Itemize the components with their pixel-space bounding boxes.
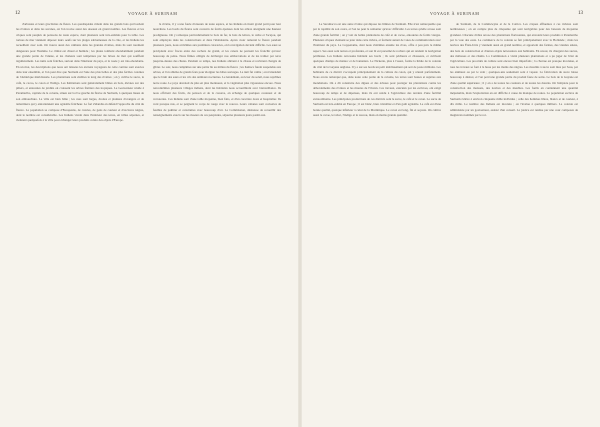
body-text: Le Saramacca est une autre rivière qui dépose les limites de Surinam. Elle n'est remarquable que par la rapidité de son cours, et l'on ne peut la remonter qu'avec difficulté. Les terres qu'elle arrose sont d'une grande fertilité ; on y voit de belles plantations de café et de cacao, entourées de forêts vierges. Plusieurs criques viennent se jeter dans cette rivière, et forment autant de voies de communication avec l'intérieur du pays. Le Coppename, dont nous visitâmes ensuite les rives, offre à peu près le même aspect. Ses eaux sont noires et profondes, et son lit est parsemé de rochers qui en rendent la navigation périlleuse. Les Indiens Arrowaks habitent ses bords ; ils sont pêcheurs et chasseurs, et cultivent quelques champs de manioc et de bananiers. Le Nickerie, plus à l'ouest, forme la limite de la colonie du côté de la Guyane anglaise. Il y a sur ses bords un petit établissement qui sert de poste militaire. Les habitants de ce district s'occupent principalement de la culture du coton, qui y réussit parfaitement. Nous avons remarqué que, dans toute cette partie de la colonie, les terres sont basses et sujettes aux inondations. On a dû construire des digues et des écluses pour protéger les plantations contre les débordements des rivières et les marées de l'Océan. Ces travaux, exécutés par les esclaves, ont exigé beaucoup de temps et de dépenses, mais ils ont rendu à l'agriculture des terrains d'une fertilité extraordinaire. Les principales productions de ces districts sont le sucre, le café et le coton. Le sucre de Surinam est très-estimé en Europe ; il est blanc, bien cristallisé et d'un goût agréable. Le café est d'une bonne qualité, quoique inférieur à celui de la Martinique. Le coton est long, fin et soyeux. On cultive aussi le cacao, le tabac, l'indigo et le roucou, mais en moins grande quantité.: [313, 22, 441, 117]
running-head: VOYAGE À SURINAM: [128, 11, 178, 16]
body-text: d'arbustes et leurs gracilaires de fleurs. Les quadrupèdes rôdent dans les grands bois qui bordent les rivières et dans les savanes, où l'on trouve aussi des oiseaux en grand nombre. Les fleuves et les criques sont peuplés de poissons de toute espèce, dont plusieurs sont très-estimés pour la table. Les tortues de mer viennent déposer leurs oeufs sur les plages sablonneuses de la côte, et les Indiens les recueillent avec soin. On trouve aussi des caïmans dans les grandes rivières, mais ils sont rarement dangereux pour l'homme. Le climat est chaud et humide ; les pluies tombent abondamment pendant une grande partie de l'année, et les chaleurs sont tempérées par les brises de mer qui soufflent régulièrement. Les nuits sont fraîches, surtout dans l'intérieur du pays, et la rosée y est très-abondante. En un mot, les descriptions que nous ont laissées les anciens voyageurs de cette contrée sont exactes dans leur ensemble, et l'on peut dire que Surinam est l'une des plus belles et des plus fertiles colonies de l'Amérique méridionale. Les plantations sont établies le long des rivières ; on y cultive le sucre, le café, le cacao, le coton et l'indigo. Les habitations sont généralement bâties en bois, élevées sur des piliers, et entourées de jardins où croissent les arbres fruitiers des tropiques. Le Gouverneur réside à Paramaribo, capitale de la colonie, située sur la rive gauche du fleuve de Surinam, à quelques lieues de son embouchure. La ville est bien bâtie ; les rues sont larges, droites et plantées d'orangers et de tamariniers qui y entretiennent une agréable fraîcheur. Le fort Zélandia en défend l'approche du côté du fleuve. La population se compose d'Européens, de créoles, de gens de couleur et d'esclaves nègres, dont le nombre est considérable. Les Indiens vivent dans l'intérieur des terres, en tribus séparées, et viennent quelquefois à la ville pour échanger leurs produits contre des objets d'Europe.: [16, 22, 144, 123]
body-text: de Surinam, de la Commewyne et de la Cottica. Les criques affluentes à ces rivières sont nombreuses ; on en compte plus de cinquante qui sont navigables pour des bateaux de moyenne grandeur. Chacune d'elles arrose des plantations florissantes, qui envoient leurs produits à Paramaribo par la voie des eaux. Le commerce de la colonie se fait principalement avec la Hollande ; mais les navires des États-Unis y viennent aussi en grand nombre, et apportent des farines, des viandes salées, des bois de construction et d'autres objets nécessaires aux habitants. En retour, ils chargent des sucres, des mélasses et des rhums. La Commission a visité plusieurs plantations et a pu juger de l'état de l'agriculture. Les procédés de culture sont encore bien imparfaits ; la charrue est presque inconnue, et tous les travaux se font à la houe par les mains des nègres. Les moulins à sucre sont mus par l'eau, par les animaux ou par le vent ; quelques-uns seulement sont à vapeur. La fabrication du sucre laisse beaucoup à désirer, et l'on perd une grande partie du produit faute de soins. Le bois de la Guyane est d'une qualité supérieure ; il y en a de toutes les couleurs et de toutes les duretés. On l'emploie pour la construction des maisons, des navires et des meubles. Les forêts en contiennent une quantité inépuisable, mais l'exploitation en est difficile à cause du manque de routes. La population esclave de Surinam s'élève à environ cinquante mille individus ; celle des hommes libres, blancs et de couleur, à dix mille. Le nombre des Indiens est inconnu ; on l'évalue à quelques milliers. La colonie est administrée par un gouverneur, assisté d'un conseil. La justice est rendue par une cour composée de magistrats nommés par le roi.: [450, 22, 578, 117]
text-column-left: [16, 22, 144, 420]
page-number: 13: [578, 11, 583, 16]
text-column-right: [153, 22, 281, 420]
page-number: 12: [15, 11, 20, 16]
text-column-right: [450, 22, 578, 420]
body-text: la rivière, il y a une foule d'oiseaux de toute espèce, et les Indiens en tirent grand parti pour leur nourriture. Les bords du fleuve sont couverts de forêts épaisses dont les arbres atteignent une hauteur prodigieuse. On y remarque particulièrement le bois de fer, le bois de lettres, le cèdre et l'acajou, qui sont employés dans les constructions et dans l'ébénisterie. Après avoir remonté le fleuve pendant plusieurs jours, nous arrivâmes aux premières cataractes, où la navigation devient difficile. Les eaux se précipitent avec fracas entre des rochers de granit, et les canots ne peuvent les franchir qu'avec beaucoup de peine. Nous fûmes obligés de décharger nos embarcations et de les traîner par terre jusqu'au-dessus des chutes. Pendant ce temps, nos Indiens allèrent à la chasse et revinrent chargés de gibier. Le soir, nous campâmes sur une petite île au milieu du fleuve ; les hamacs furent suspendus aux arbres, et l'on alluma de grands feux pour éloigner les bêtes sauvages. La nuit fut calme ; on n'entendait que le bruit des eaux et les cris des animaux nocturnes. Le lendemain, au lever du soleil, nous reprîmes notre route. Le pays devenait de plus en plus montueux, et la végétation plus vigoureuse encore. Nous rencontrâmes plusieurs villages indiens, dont les habitants nous accueillirent avec bienveillance. Ils nous offrirent des fruits, du poisson et de la cassave, en échange de quelques couteaux et de verroteries. Ces Indiens sont d'une taille moyenne, bien faits, et d'un caractère doux et hospitalier. Ils vont presque nus, et se peignent le corps de rouge avec le roucou. Leurs cabanes sont couvertes de feuilles de palmier et construites avec beaucoup d'art. La Commission, désireuse de recueillir des renseignements exacts sur les moeurs de ces peuplades, séjourna plusieurs jours parmi eux.: [153, 22, 281, 117]
running-head: VOYAGE À SURINAM: [430, 11, 480, 16]
text-column-left: [313, 22, 441, 420]
right-page: [300, 0, 600, 427]
